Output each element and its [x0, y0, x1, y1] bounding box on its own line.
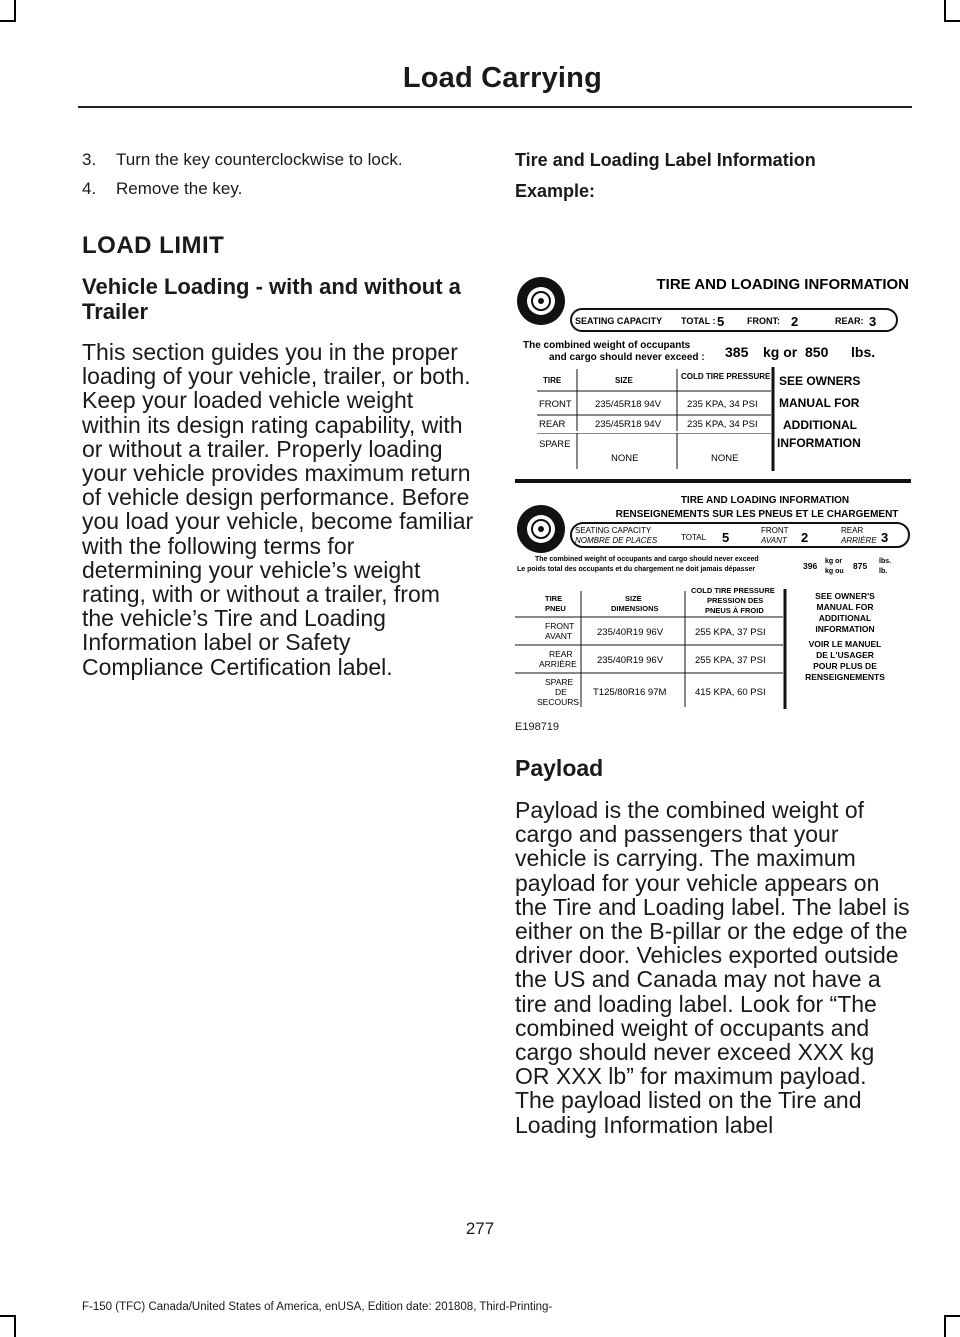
crop-mark [944, 0, 946, 22]
row-tire: SPARE [539, 439, 571, 450]
total-label: TOTAL [681, 533, 707, 542]
voir-line: POUR PLUS DE [813, 661, 877, 671]
lbs-unit: lbs. [879, 558, 892, 565]
combined-weight-line2: and cargo should never exceed : [549, 352, 705, 363]
row-tire-fr: AVANT [545, 631, 573, 641]
subsection-heading: Payload [515, 755, 604, 781]
see-owners-line: INFORMATION [777, 436, 861, 450]
voir-line: VOIR LE MANUEL [808, 639, 882, 649]
lbs-value: 850 [805, 344, 829, 360]
tire-icon [517, 277, 565, 325]
rear-label: REAR: [835, 316, 864, 326]
edition-line: F-150 (TFC) Canada/United States of America, enUSA, Edition date: 201808, Third-Printing- [82, 1301, 553, 1313]
voir-line: RENSEIGNEMENTS [805, 672, 885, 682]
image-code: E198719 [515, 721, 560, 733]
crop-mark [14, 1315, 16, 1337]
kg-value: 385 [725, 344, 749, 360]
row-tire-fr: ARRIÈRE [539, 659, 577, 669]
combined-weight-line1: The combined weight of occupants [523, 340, 691, 351]
crop-mark [944, 1315, 960, 1317]
front-value: 2 [801, 530, 809, 545]
tire-icon [517, 505, 565, 553]
example-label: Example: [515, 181, 596, 201]
left-column [82, 146, 476, 679]
combined-weight-en: The combined weight of occupants and cargo should never exceed [535, 556, 759, 563]
tire-loading-label-canada [515, 487, 911, 717]
see-owners-line: MANUAL FOR [779, 396, 860, 410]
front-value: 2 [791, 314, 799, 329]
body-paragraph: Payload is the combined weight of cargo and passengers that your vehicle is carrying. The maximum payload for your vehicle appears on the Tire and Loading label. The label is either on the B-pillar or the edge of the driver door. Vehicles exported outside the US and Canada may not have a tire and loading label. Look for “The combined weight of occupants and cargo should never exceed XXX kg OR XXX lb” for maximum payload. The payload listed on the Tire and Loading Information label [515, 797, 910, 1138]
col-size: SIZE [615, 376, 633, 385]
see-owners-line: INFORMATION [815, 624, 875, 634]
label-title-fr: RENSEIGNEMENTS SUR LES PNEUS ET LE CHARGEMENT [615, 509, 899, 520]
row-tire: FRONT [539, 399, 572, 410]
row-size: T125/80R16 97M [593, 687, 667, 698]
right-column [515, 146, 911, 1137]
row-pressure: 235 KPA, 34 PSI [687, 399, 758, 410]
row-tire: REAR [549, 649, 573, 659]
seating-capacity-label-fr: NOMBRE DE PLACES [575, 536, 658, 545]
subsection-heading: Vehicle Loading - with and without a Trailer [82, 274, 461, 324]
combined-weight-fr: Le poids total des occupants et du chargement ne doit jamais dépasser [517, 566, 756, 573]
see-owners-line: SEE OWNER'S [815, 591, 875, 601]
col-pressure: COLD TIRE PRESSURE [691, 586, 775, 595]
step-number: 3. [82, 150, 97, 169]
label-title-en: TIRE AND LOADING INFORMATION [680, 495, 850, 506]
row-pressure: 255 KPA, 37 PSI [695, 655, 766, 666]
see-owners-line: ADDITIONAL [818, 613, 872, 623]
lb-unit: lb. [879, 568, 888, 575]
col-tire: TIRE [543, 376, 562, 385]
col-pressure-fr: PRESSION DES [707, 596, 764, 605]
row-tire-fr: DE [555, 687, 567, 697]
rear-value: 3 [881, 530, 889, 545]
step-number: 4. [82, 179, 97, 198]
kg-or: kg or [825, 558, 843, 565]
front-label: FRONT [761, 526, 789, 535]
kg-value: 396 [803, 561, 818, 571]
crop-mark [0, 1315, 16, 1317]
col-pressure-fr: PNEUS À FROID [705, 606, 764, 615]
rear-value: 3 [869, 314, 877, 329]
step-text: Remove the key. [116, 179, 243, 198]
total-value: 5 [717, 314, 725, 329]
page-number: 277 [465, 1219, 495, 1238]
col-size-fr: DIMENSIONS [611, 604, 659, 613]
see-owners-line: ADDITIONAL [783, 418, 857, 432]
section-heading: LOAD LIMIT [82, 232, 225, 259]
col-pressure: COLD TIRE PRESSURE [681, 372, 771, 381]
row-size: 235/45R18 94V [595, 419, 662, 430]
see-owners-line: MANUAL FOR [816, 602, 874, 612]
col-size: SIZE [625, 594, 642, 603]
rear-label: REAR [841, 526, 864, 535]
kg-or: kg or [763, 344, 798, 360]
row-size: 235/40R19 96V [597, 627, 664, 638]
seating-capacity-label: SEATING CAPACITY [575, 316, 663, 326]
kg-ou: kg ou [825, 568, 844, 575]
row-size: 235/45R18 94V [595, 399, 662, 410]
front-label-fr: AVANT [761, 536, 787, 545]
row-tire: REAR [539, 419, 566, 430]
crop-mark [14, 0, 16, 22]
row-pressure: 255 KPA, 37 PSI [695, 627, 766, 638]
row-tire: FRONT [545, 621, 575, 631]
step-text: Turn the key counterclockwise to lock. [116, 150, 403, 169]
label-divider [515, 479, 911, 483]
row-tire-fr: SECOURS [537, 697, 580, 707]
see-owners-line: SEE OWNERS [779, 374, 861, 388]
lbs-unit: lbs. [851, 344, 876, 360]
col-tire: TIRE [545, 594, 563, 603]
row-size: NONE [611, 453, 639, 464]
lbs-value: 875 [853, 561, 868, 571]
tire-loading-label-us [515, 217, 911, 433]
row-pressure: 415 KPA, 60 PSI [695, 687, 766, 698]
tire-loading-label-us-bottom [515, 433, 911, 485]
total-label: TOTAL : [681, 316, 716, 326]
row-pressure: 235 KPA, 34 PSI [687, 419, 758, 430]
seating-capacity-label: SEATING CAPACITY [575, 526, 652, 535]
row-tire: SPARE [545, 677, 574, 687]
subsection-heading: Tire and Loading Label Information [515, 150, 816, 170]
step-item [82, 175, 476, 202]
row-size: 235/40R19 96V [597, 655, 664, 666]
crop-mark [944, 20, 960, 22]
row-pressure: NONE [711, 453, 739, 464]
page-header-title: Load Carrying [402, 62, 602, 94]
crop-mark [0, 20, 16, 22]
front-label: FRONT: [747, 316, 780, 326]
step-item [82, 146, 476, 173]
col-tire-fr: PNEU [545, 604, 566, 613]
label-title: TIRE AND LOADING INFORMATION [656, 276, 909, 293]
total-value: 5 [722, 530, 730, 545]
body-paragraph: This section guides you in the proper loading of your vehicle, trailer, or both. Keep your loaded vehicle weight within its design rating capability, with or without a trailer. Properly loading your vehicle provides maximum return of vehicle design performance. Before you load your vehicle, become familiar with the following terms for determining your vehicle’s weight rating, with or without a trailer, from the vehicle’s Tire and Loading Information label or Safety Compliance Certification label. [82, 339, 474, 680]
crop-mark [944, 1315, 946, 1337]
rear-label-fr: ARRIÈRE [841, 536, 877, 545]
header-divider [78, 106, 912, 108]
voir-line: DE L'USAGER [816, 650, 874, 660]
